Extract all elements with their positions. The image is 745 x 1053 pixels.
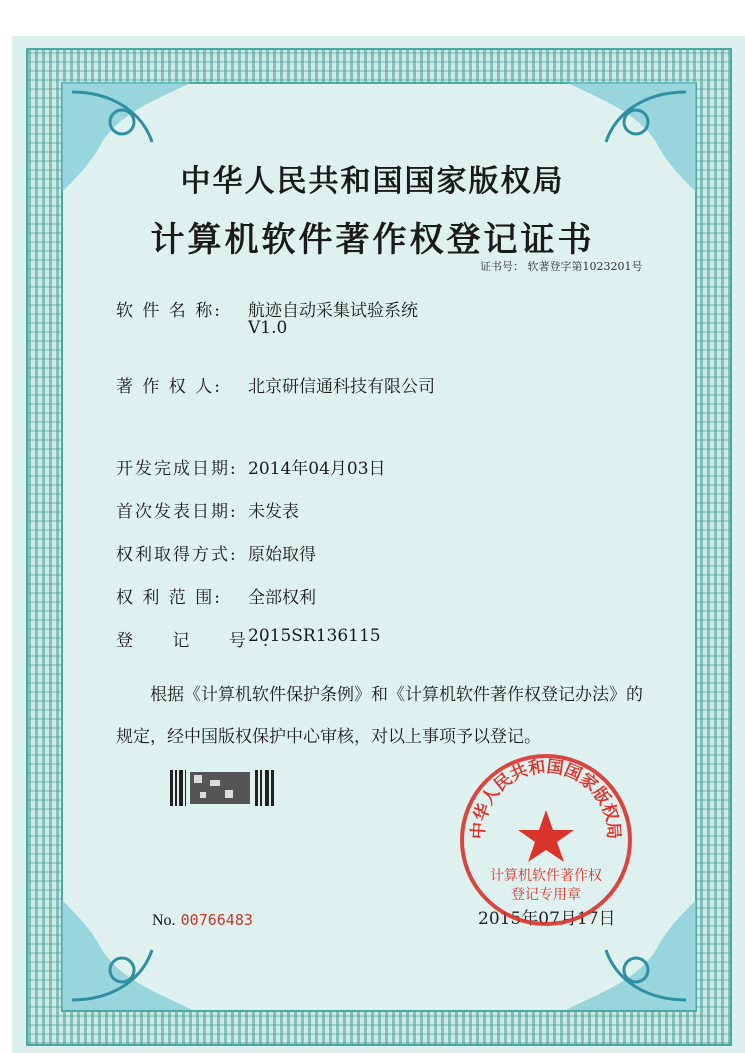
seal-ring-text: 中华人民共和国国家版权局 [468, 756, 624, 840]
serial-value: 00766483 [180, 911, 253, 929]
field-value-registration-number: 2015SR136115 [248, 626, 381, 646]
seal-line1: 计算机软件著作权 [490, 868, 602, 884]
serial-number [152, 910, 253, 930]
field-value-completion-date: 2014年04月03日 [248, 459, 386, 479]
seal-line2: 登记专用章 [511, 887, 581, 903]
body-paragraph-line1: 根据《计算机软件保护条例》和《计算机软件著作权登记办法》的 [150, 685, 643, 705]
field-value-software-name: 航迹自动采集试验系统 [248, 301, 418, 321]
field-label-copyright-owner: 著 作 权 人: [116, 377, 222, 397]
field-label-registration-number: 登 记 号: [116, 631, 286, 651]
barcode [170, 770, 276, 806]
field-value-acquisition-method: 原始取得 [248, 545, 316, 565]
field-value-copyright-owner: 北京研信通科技有限公司 [248, 377, 435, 397]
issuer-heading: 中华人民共和国国家版权局 [180, 164, 565, 199]
field-label-rights-scope: 权 利 范 围: [116, 588, 222, 608]
field-value-publish-date: 未发表 [248, 502, 299, 522]
field-label-acquisition-method: 权利取得方式: [116, 545, 238, 565]
field-label-publish-date: 首次发表日期: [116, 502, 238, 522]
field-value-software-version: V1.0 [248, 318, 288, 338]
field-label-software-name: 软 件 名 称: [116, 301, 222, 321]
official-seal [458, 752, 634, 928]
field-value-rights-scope: 全部权利 [248, 588, 316, 608]
serial-prefix: No. [152, 912, 176, 929]
field-label-completion-date: 开发完成日期: [116, 459, 238, 479]
certificate-title: 计算机软件著作权登记证书 [150, 220, 595, 260]
certificate-number: 证书号： 软著登字第1023201号 [480, 260, 643, 273]
issue-date: 2015年07月17日 [478, 909, 616, 929]
body-paragraph-line2: 规定，经中国版权保护中心审核，对以上事项予以登记。 [116, 727, 541, 747]
